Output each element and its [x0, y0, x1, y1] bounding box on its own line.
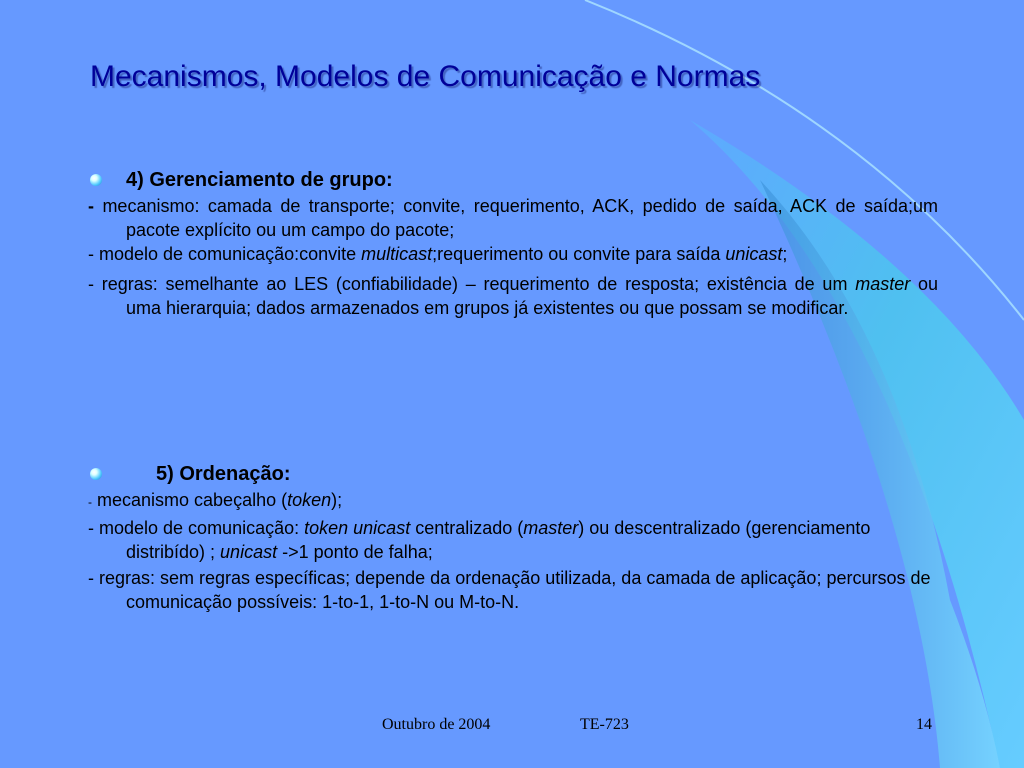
- mechanism-text: mecanismo: camada de transporte; convite, requerimento, ACK, pedido de saída, ACK de saída;um pacote explícito ou um campo do pacote;: [102, 196, 938, 240]
- section-heading: [88, 460, 938, 488]
- rules-master: master: [855, 274, 911, 294]
- section-group-management: [88, 166, 938, 320]
- model-middle: ;requerimento ou convite para saída: [432, 244, 726, 264]
- rules-prefix: - regras: semelhante ao LES (confiabilidade) – requerimento de resposta; existência de um: [88, 274, 856, 294]
- bullet-icon: [90, 174, 102, 186]
- footer-course: TE-723: [580, 716, 629, 733]
- model-suffix: ;: [782, 244, 788, 264]
- footer-page-number: 14: [916, 716, 932, 733]
- section-ordering: [88, 460, 938, 614]
- section-heading: [88, 166, 938, 194]
- mechanism-token: token: [287, 490, 332, 510]
- model-item: [88, 516, 938, 564]
- mechanism-suffix: );: [331, 490, 343, 510]
- model-token-unicast: token unicast: [304, 518, 411, 538]
- mechanism-dash: -: [88, 196, 94, 216]
- model-multicast: multicast: [361, 244, 433, 264]
- model-master: master: [523, 518, 579, 538]
- mechanism-item: [88, 194, 938, 242]
- model-item: [88, 242, 938, 266]
- bullet-icon: [90, 468, 102, 480]
- rules-suffix: ou uma hierarquia; dados armazenados em grupos já existentes ou que possam se modificar.: [126, 274, 938, 318]
- heading-text: 5) Ordenação:: [156, 463, 291, 485]
- model-suffix: ->1 ponto de falha;: [277, 542, 433, 562]
- rules-item: [88, 272, 938, 320]
- slide-title: Mecanismos, Modelos de Comunicação e Normas: [90, 60, 761, 93]
- mechanism-dash: -: [88, 495, 92, 509]
- model-middle2: ) ou descentralizado (gerenciamento distribído) ;: [126, 518, 871, 562]
- model-middle: centralizado (: [410, 518, 524, 538]
- model-prefix: - modelo de comunicação:convite: [88, 244, 362, 264]
- model-unicast: unicast: [725, 244, 783, 264]
- model-prefix: - modelo de comunicação:: [88, 518, 305, 538]
- heading-text: 4) Gerenciamento de grupo:: [126, 169, 393, 191]
- footer-date: Outubro de 2004: [382, 716, 491, 733]
- model-unicast: unicast: [220, 542, 278, 562]
- mechanism-prefix: mecanismo cabeçalho (: [92, 490, 288, 510]
- rules-item: - regras: sem regras específicas; depende da ordenação utilizada, da camada de aplicação; percursos de comunicação possíveis: 1-to-1, 1-to-N ou M-to-N.: [88, 568, 931, 612]
- mechanism-item: [88, 488, 938, 514]
